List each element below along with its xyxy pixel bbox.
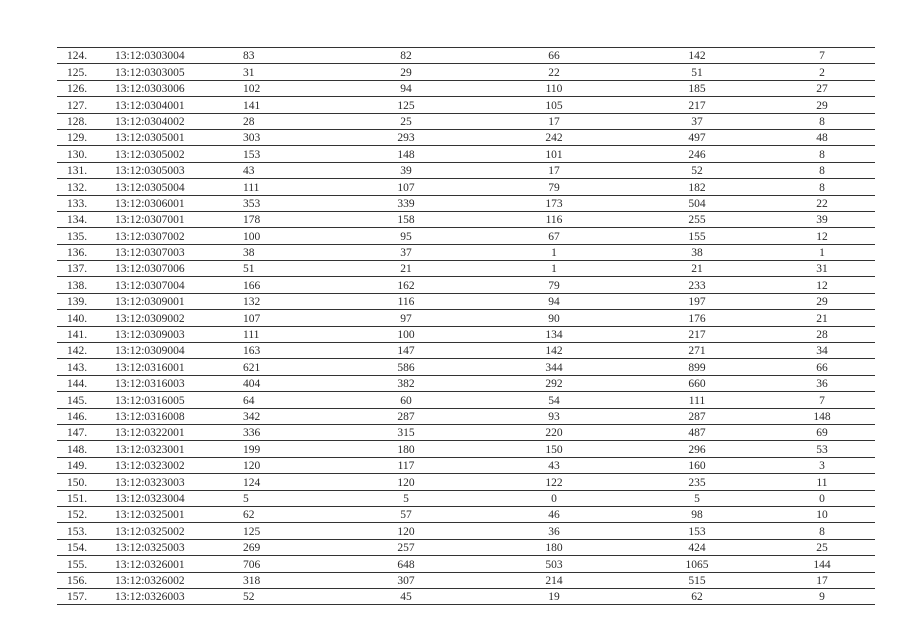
row-number: 149. [57, 457, 115, 473]
cadastral-code: 13:12:0325001 [115, 506, 235, 522]
value-col-4: 197 [625, 293, 769, 309]
table-row [57, 359, 875, 375]
value-col-3: 93 [483, 408, 625, 424]
value-col-2: 293 [329, 129, 483, 145]
row-number: 153. [57, 523, 115, 539]
value-col-2: 5 [329, 490, 483, 506]
value-col-2: 180 [329, 441, 483, 457]
table-row [57, 343, 875, 359]
value-col-3: 79 [483, 277, 625, 293]
value-col-3: 220 [483, 424, 625, 440]
value-col-2: 116 [329, 293, 483, 309]
data-table [57, 47, 875, 605]
value-col-3: 344 [483, 359, 625, 375]
value-col-5: 8 [769, 162, 875, 178]
value-col-1: 353 [235, 195, 329, 211]
table-row [57, 474, 875, 490]
value-col-3: 46 [483, 506, 625, 522]
value-col-1: 621 [235, 359, 329, 375]
cadastral-code: 13:12:0316003 [115, 375, 235, 391]
value-col-3: 66 [483, 48, 625, 64]
value-col-5: 39 [769, 211, 875, 227]
cadastral-code: 13:12:0305002 [115, 146, 235, 162]
cadastral-code: 13:12:0304001 [115, 97, 235, 113]
value-col-5: 2 [769, 64, 875, 80]
row-number: 144. [57, 375, 115, 391]
value-col-2: 25 [329, 113, 483, 129]
value-col-5: 8 [769, 179, 875, 195]
cadastral-code: 13:12:0316005 [115, 392, 235, 408]
table-row [57, 539, 875, 555]
row-number: 150. [57, 474, 115, 490]
value-col-1: 120 [235, 457, 329, 473]
cadastral-code: 13:12:0323001 [115, 441, 235, 457]
value-col-4: 5 [625, 490, 769, 506]
value-col-4: 233 [625, 277, 769, 293]
table-row [57, 588, 875, 604]
cadastral-code: 13:12:0307003 [115, 244, 235, 260]
row-number: 152. [57, 506, 115, 522]
value-col-4: 62 [625, 588, 769, 604]
cadastral-code: 13:12:0322001 [115, 424, 235, 440]
value-col-5: 148 [769, 408, 875, 424]
value-col-1: 52 [235, 588, 329, 604]
value-col-2: 57 [329, 506, 483, 522]
value-col-1: 64 [235, 392, 329, 408]
row-number: 155. [57, 556, 115, 572]
value-col-3: 17 [483, 113, 625, 129]
value-col-2: 82 [329, 48, 483, 64]
row-number: 151. [57, 490, 115, 506]
scanned-table-page [57, 47, 857, 605]
table-row [57, 375, 875, 391]
table-row [57, 310, 875, 326]
row-number: 134. [57, 211, 115, 227]
value-col-1: 342 [235, 408, 329, 424]
value-col-3: 173 [483, 195, 625, 211]
value-col-5: 17 [769, 572, 875, 588]
value-col-5: 34 [769, 343, 875, 359]
value-col-4: 271 [625, 343, 769, 359]
value-col-3: 54 [483, 392, 625, 408]
table-row [57, 408, 875, 424]
value-col-5: 9 [769, 588, 875, 604]
value-col-1: 132 [235, 293, 329, 309]
value-col-4: 176 [625, 310, 769, 326]
row-number: 132. [57, 179, 115, 195]
value-col-1: 83 [235, 48, 329, 64]
value-col-4: 1065 [625, 556, 769, 572]
cadastral-code: 13:12:0309001 [115, 293, 235, 309]
value-col-4: 515 [625, 572, 769, 588]
value-col-1: 111 [235, 179, 329, 195]
cadastral-code: 13:12:0316008 [115, 408, 235, 424]
cadastral-code: 13:12:0303004 [115, 48, 235, 64]
value-col-5: 48 [769, 129, 875, 145]
value-col-2: 648 [329, 556, 483, 572]
value-col-3: 43 [483, 457, 625, 473]
cadastral-code: 13:12:0326003 [115, 588, 235, 604]
cadastral-code: 13:12:0309004 [115, 343, 235, 359]
value-col-2: 586 [329, 359, 483, 375]
value-col-1: 153 [235, 146, 329, 162]
row-number: 156. [57, 572, 115, 588]
value-col-3: 242 [483, 129, 625, 145]
value-col-3: 105 [483, 97, 625, 113]
value-col-5: 8 [769, 523, 875, 539]
value-col-3: 180 [483, 539, 625, 555]
value-col-2: 39 [329, 162, 483, 178]
value-col-3: 101 [483, 146, 625, 162]
row-number: 127. [57, 97, 115, 113]
value-col-1: 125 [235, 523, 329, 539]
value-col-4: 246 [625, 146, 769, 162]
value-col-2: 339 [329, 195, 483, 211]
table-row [57, 211, 875, 227]
cadastral-code: 13:12:0316001 [115, 359, 235, 375]
value-col-1: 706 [235, 556, 329, 572]
cadastral-code: 13:12:0326001 [115, 556, 235, 572]
row-number: 124. [57, 48, 115, 64]
value-col-4: 255 [625, 211, 769, 227]
value-col-1: 31 [235, 64, 329, 80]
value-col-4: 899 [625, 359, 769, 375]
table-row [57, 228, 875, 244]
value-col-4: 296 [625, 441, 769, 457]
value-col-1: 62 [235, 506, 329, 522]
value-col-5: 22 [769, 195, 875, 211]
value-col-5: 28 [769, 326, 875, 342]
value-col-4: 21 [625, 261, 769, 277]
value-col-2: 307 [329, 572, 483, 588]
value-col-3: 292 [483, 375, 625, 391]
value-col-4: 424 [625, 539, 769, 555]
value-col-2: 287 [329, 408, 483, 424]
cadastral-code: 13:12:0325002 [115, 523, 235, 539]
value-col-2: 37 [329, 244, 483, 260]
value-col-5: 29 [769, 97, 875, 113]
row-number: 154. [57, 539, 115, 555]
table-row [57, 441, 875, 457]
value-col-2: 94 [329, 80, 483, 96]
value-col-1: 404 [235, 375, 329, 391]
table-row [57, 195, 875, 211]
value-col-2: 147 [329, 343, 483, 359]
row-number: 139. [57, 293, 115, 309]
value-col-5: 31 [769, 261, 875, 277]
cadastral-code: 13:12:0305001 [115, 129, 235, 145]
table-row [57, 277, 875, 293]
value-col-2: 29 [329, 64, 483, 80]
row-number: 148. [57, 441, 115, 457]
value-col-4: 37 [625, 113, 769, 129]
value-col-5: 25 [769, 539, 875, 555]
table-row [57, 146, 875, 162]
cadastral-code: 13:12:0307004 [115, 277, 235, 293]
row-number: 125. [57, 64, 115, 80]
value-col-2: 162 [329, 277, 483, 293]
value-col-5: 27 [769, 80, 875, 96]
row-number: 131. [57, 162, 115, 178]
value-col-5: 10 [769, 506, 875, 522]
value-col-3: 1 [483, 261, 625, 277]
value-col-3: 116 [483, 211, 625, 227]
table-row [57, 97, 875, 113]
value-col-4: 217 [625, 326, 769, 342]
value-col-5: 21 [769, 310, 875, 326]
table-row [57, 556, 875, 572]
value-col-5: 29 [769, 293, 875, 309]
value-col-5: 144 [769, 556, 875, 572]
value-col-2: 158 [329, 211, 483, 227]
value-col-1: 141 [235, 97, 329, 113]
value-col-2: 60 [329, 392, 483, 408]
cadastral-code: 13:12:0305004 [115, 179, 235, 195]
value-col-4: 142 [625, 48, 769, 64]
row-number: 142. [57, 343, 115, 359]
table-row [57, 64, 875, 80]
cadastral-code: 13:12:0323003 [115, 474, 235, 490]
value-col-3: 122 [483, 474, 625, 490]
value-col-5: 0 [769, 490, 875, 506]
value-col-3: 36 [483, 523, 625, 539]
cadastral-code: 13:12:0304002 [115, 113, 235, 129]
row-number: 129. [57, 129, 115, 145]
value-col-1: 318 [235, 572, 329, 588]
value-col-5: 66 [769, 359, 875, 375]
value-col-1: 269 [235, 539, 329, 555]
value-col-1: 107 [235, 310, 329, 326]
value-col-3: 142 [483, 343, 625, 359]
row-number: 128. [57, 113, 115, 129]
value-col-4: 185 [625, 80, 769, 96]
value-col-5: 12 [769, 228, 875, 244]
value-col-5: 12 [769, 277, 875, 293]
table-row [57, 293, 875, 309]
value-col-4: 235 [625, 474, 769, 490]
row-number: 130. [57, 146, 115, 162]
cadastral-code: 13:12:0307001 [115, 211, 235, 227]
table-row [57, 523, 875, 539]
value-col-5: 8 [769, 146, 875, 162]
value-col-3: 17 [483, 162, 625, 178]
value-col-4: 52 [625, 162, 769, 178]
value-col-3: 67 [483, 228, 625, 244]
value-col-4: 660 [625, 375, 769, 391]
value-col-5: 7 [769, 48, 875, 64]
value-col-3: 150 [483, 441, 625, 457]
value-col-5: 1 [769, 244, 875, 260]
value-col-3: 503 [483, 556, 625, 572]
value-col-2: 120 [329, 474, 483, 490]
cadastral-code: 13:12:0303005 [115, 64, 235, 80]
table-row [57, 244, 875, 260]
value-col-2: 257 [329, 539, 483, 555]
value-col-5: 53 [769, 441, 875, 457]
table-row [57, 129, 875, 145]
row-number: 140. [57, 310, 115, 326]
value-col-4: 98 [625, 506, 769, 522]
value-col-1: 303 [235, 129, 329, 145]
value-col-1: 43 [235, 162, 329, 178]
value-col-2: 21 [329, 261, 483, 277]
value-col-1: 5 [235, 490, 329, 506]
table-row [57, 490, 875, 506]
cadastral-code: 13:12:0307006 [115, 261, 235, 277]
value-col-1: 102 [235, 80, 329, 96]
row-number: 143. [57, 359, 115, 375]
value-col-1: 199 [235, 441, 329, 457]
row-number: 146. [57, 408, 115, 424]
value-col-3: 134 [483, 326, 625, 342]
value-col-5: 7 [769, 392, 875, 408]
value-col-1: 100 [235, 228, 329, 244]
value-col-4: 504 [625, 195, 769, 211]
table-row [57, 326, 875, 342]
table-row [57, 424, 875, 440]
value-col-5: 11 [769, 474, 875, 490]
row-number: 136. [57, 244, 115, 260]
cadastral-code: 13:12:0307002 [115, 228, 235, 244]
row-number: 157. [57, 588, 115, 604]
value-col-1: 336 [235, 424, 329, 440]
table-row [57, 457, 875, 473]
cadastral-code: 13:12:0326002 [115, 572, 235, 588]
value-col-3: 214 [483, 572, 625, 588]
table-body [57, 48, 875, 605]
cadastral-code: 13:12:0305003 [115, 162, 235, 178]
table-row [57, 113, 875, 129]
value-col-1: 38 [235, 244, 329, 260]
value-col-1: 124 [235, 474, 329, 490]
value-col-3: 22 [483, 64, 625, 80]
row-number: 126. [57, 80, 115, 96]
value-col-1: 163 [235, 343, 329, 359]
cadastral-code: 13:12:0309002 [115, 310, 235, 326]
value-col-3: 110 [483, 80, 625, 96]
row-number: 133. [57, 195, 115, 211]
value-col-4: 287 [625, 408, 769, 424]
value-col-3: 90 [483, 310, 625, 326]
value-col-2: 97 [329, 310, 483, 326]
value-col-4: 497 [625, 129, 769, 145]
value-col-2: 95 [329, 228, 483, 244]
value-col-3: 19 [483, 588, 625, 604]
row-number: 145. [57, 392, 115, 408]
value-col-4: 38 [625, 244, 769, 260]
value-col-2: 120 [329, 523, 483, 539]
cadastral-code: 13:12:0309003 [115, 326, 235, 342]
value-col-4: 153 [625, 523, 769, 539]
value-col-1: 51 [235, 261, 329, 277]
table-row [57, 506, 875, 522]
cadastral-code: 13:12:0323004 [115, 490, 235, 506]
value-col-5: 3 [769, 457, 875, 473]
value-col-2: 125 [329, 97, 483, 113]
value-col-4: 217 [625, 97, 769, 113]
value-col-2: 148 [329, 146, 483, 162]
value-col-2: 107 [329, 179, 483, 195]
value-col-1: 178 [235, 211, 329, 227]
value-col-2: 45 [329, 588, 483, 604]
value-col-4: 51 [625, 64, 769, 80]
value-col-2: 100 [329, 326, 483, 342]
row-number: 147. [57, 424, 115, 440]
value-col-1: 111 [235, 326, 329, 342]
cadastral-code: 13:12:0306001 [115, 195, 235, 211]
table-row [57, 162, 875, 178]
value-col-4: 155 [625, 228, 769, 244]
value-col-5: 36 [769, 375, 875, 391]
table-row [57, 179, 875, 195]
table-row [57, 261, 875, 277]
value-col-1: 166 [235, 277, 329, 293]
value-col-5: 8 [769, 113, 875, 129]
value-col-3: 94 [483, 293, 625, 309]
value-col-4: 111 [625, 392, 769, 408]
value-col-4: 487 [625, 424, 769, 440]
cadastral-code: 13:12:0323002 [115, 457, 235, 473]
cadastral-code: 13:12:0325003 [115, 539, 235, 555]
table-row [57, 392, 875, 408]
value-col-5: 69 [769, 424, 875, 440]
row-number: 141. [57, 326, 115, 342]
table-row [57, 80, 875, 96]
value-col-2: 382 [329, 375, 483, 391]
value-col-4: 182 [625, 179, 769, 195]
value-col-1: 28 [235, 113, 329, 129]
value-col-2: 315 [329, 424, 483, 440]
value-col-2: 117 [329, 457, 483, 473]
row-number: 138. [57, 277, 115, 293]
row-number: 137. [57, 261, 115, 277]
value-col-3: 1 [483, 244, 625, 260]
value-col-4: 160 [625, 457, 769, 473]
row-number: 135. [57, 228, 115, 244]
cadastral-code: 13:12:0303006 [115, 80, 235, 96]
table-row [57, 572, 875, 588]
value-col-3: 79 [483, 179, 625, 195]
value-col-3: 0 [483, 490, 625, 506]
table-row [57, 48, 875, 64]
